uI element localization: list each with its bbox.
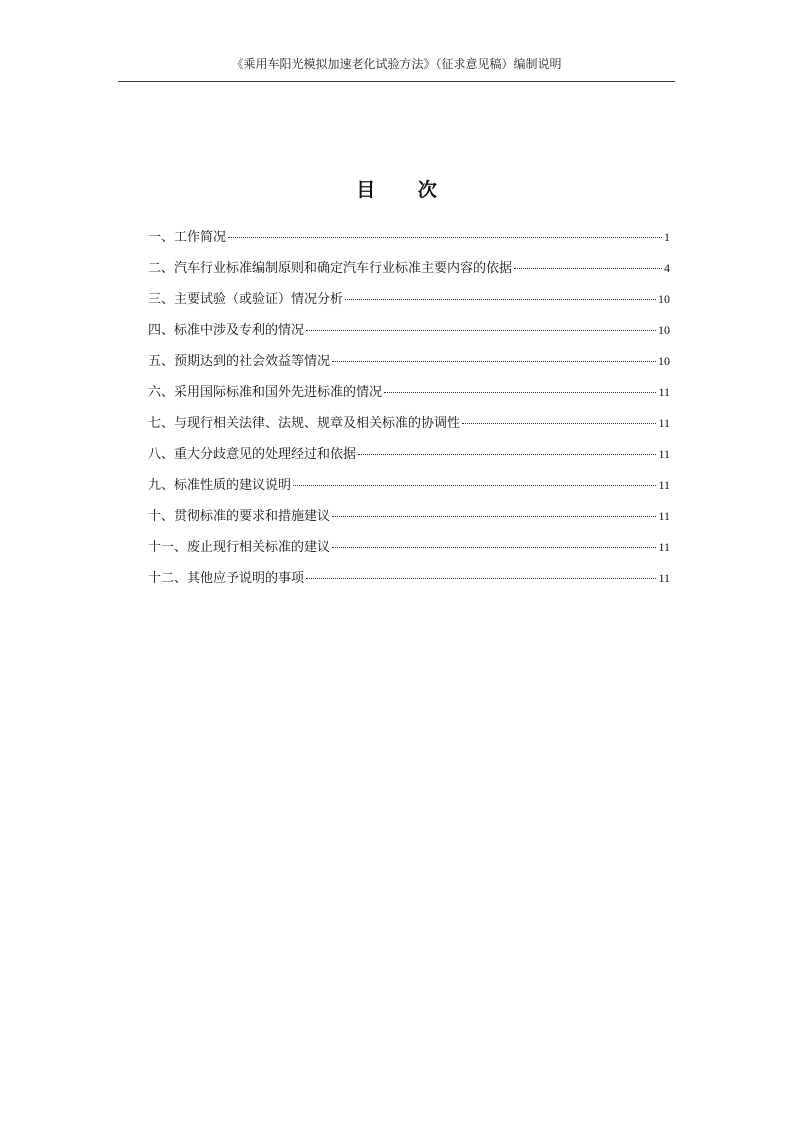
toc-entry[interactable] (148, 442, 670, 473)
toc-dot-leader (332, 360, 656, 362)
toc-dot-leader (384, 391, 656, 393)
toc-entry-page: 11 (658, 416, 670, 430)
toc-dot-leader (332, 546, 656, 548)
toc-entry-label: 十、贯彻标准的要求和措施建议 (148, 509, 331, 524)
toc-entry-label: 八、重大分歧意见的处理经过和依据 (148, 447, 357, 462)
toc-entry-page: 11 (658, 385, 670, 399)
toc-entry-label: 七、与现行相关法律、法规、规章及相关标准的协调性 (148, 416, 461, 431)
toc-entry-label: 六、采用国际标准和国外先进标准的情况 (148, 385, 383, 400)
toc-entry[interactable] (148, 225, 670, 256)
toc-entry[interactable] (148, 380, 670, 411)
toc-entry-label: 二、汽车行业标准编制原则和确定汽车行业标准主要内容的依据 (148, 261, 513, 276)
toc-dot-leader (306, 329, 656, 331)
toc-entry-page: 10 (658, 354, 670, 368)
toc-dot-leader (514, 267, 662, 269)
toc-entry-page: 10 (658, 323, 670, 337)
toc-entry-page: 11 (658, 447, 670, 461)
toc-entry[interactable] (148, 318, 670, 349)
toc-dot-leader (358, 453, 656, 455)
toc-entry[interactable] (148, 287, 670, 318)
toc-dot-leader (293, 484, 656, 486)
toc-entry[interactable] (148, 256, 670, 287)
toc-entry-page: 11 (658, 509, 670, 523)
toc-entry-page: 4 (664, 261, 670, 275)
toc-entry-page: 11 (658, 571, 670, 585)
toc-entry[interactable] (148, 473, 670, 504)
toc-dot-leader (306, 577, 656, 579)
toc-dot-leader (345, 298, 656, 300)
toc-entry-page: 10 (658, 292, 670, 306)
toc-dot-leader (332, 515, 656, 517)
toc-entry-label: 十一、废止现行相关标准的建议 (148, 540, 331, 555)
toc-title: 目 次 (356, 179, 455, 201)
page-header: 《乘用车阳光模拟加速老化试验方法》（征求意见稿）编制说明 (231, 57, 562, 71)
toc-entry[interactable] (148, 504, 670, 535)
toc-entry-label: 三、主要试验（或验证）情况分析 (148, 292, 344, 307)
toc-entry-label: 四、标准中涉及专利的情况 (148, 323, 305, 338)
table-of-contents (148, 225, 670, 597)
toc-entry-label: 五、预期达到的社会效益等情况 (148, 354, 331, 369)
toc-entry[interactable] (148, 411, 670, 442)
toc-dot-leader (462, 422, 656, 424)
header-divider (118, 81, 675, 82)
toc-entry[interactable] (148, 349, 670, 380)
toc-entry-label: 九、标准性质的建议说明 (148, 478, 292, 493)
toc-entry-page: 11 (658, 478, 670, 492)
toc-entry[interactable] (148, 535, 670, 566)
toc-entry-label: 一、工作简况 (148, 230, 227, 245)
toc-entry[interactable] (148, 566, 670, 597)
toc-entry-page: 1 (664, 230, 670, 244)
toc-entry-page: 11 (658, 540, 670, 554)
toc-dot-leader (228, 236, 662, 238)
toc-entry-label: 十二、其他应予说明的事项 (148, 571, 305, 586)
